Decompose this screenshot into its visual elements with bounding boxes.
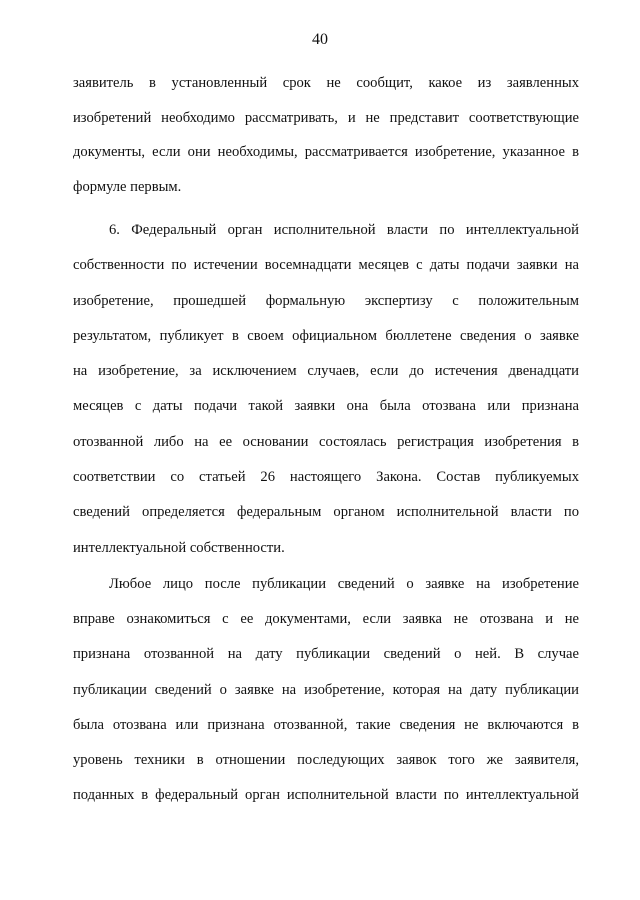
paragraph-public-access bbox=[73, 574, 579, 820]
text-line: соответствии со статьей 26 настоящего Закона. Состав публикуемых bbox=[73, 469, 579, 486]
paragraph-item-6 bbox=[73, 220, 579, 573]
text-line: заявитель в установленный срок не сообщит, какое из заявленных bbox=[73, 75, 579, 91]
text-line: документы, если они необходимы, рассматривается изобретение, указанное в bbox=[73, 144, 579, 161]
text-line: изобретений необходимо рассматривать, и не представит соответствующие bbox=[73, 109, 579, 126]
text-line: признана отозванной на дату публикации сведений о ней. В случае bbox=[73, 646, 579, 663]
page-number: 40 bbox=[312, 31, 328, 48]
text-line: поданных в федеральный орган исполнительной власти по интеллектуальной bbox=[73, 787, 579, 804]
text-line: формуле первым. bbox=[73, 179, 182, 196]
text-line: была отозвана или признана отозванной, такие сведения не включаются в bbox=[73, 716, 579, 733]
text-line: на изобретение, за исключением случаев, если до истечения двенадцати bbox=[73, 363, 579, 380]
text-line: публикации сведений о заявке на изобретение, которая на дату публикации bbox=[73, 681, 579, 698]
text-line: изобретение, прошедшей формальную экспертизу с положительным bbox=[73, 292, 579, 309]
text-line: отозванной либо на ее основании состоялась регистрация изобретения в bbox=[73, 433, 579, 450]
text-line: 6. Федеральный орган исполнительной власти по интеллектуальной bbox=[109, 222, 579, 238]
text-line: интеллектуальной собственности. bbox=[73, 539, 285, 556]
text-line: вправе ознакомиться с ее документами, если заявка не отозвана и не bbox=[73, 611, 579, 628]
text-line: уровень техники в отношении последующих заявок того же заявителя, bbox=[73, 751, 579, 768]
text-line: сведений определяется федеральным органом исполнительной власти по bbox=[73, 504, 579, 521]
text-line: месяцев с даты подачи такой заявки она была отозвана или признана bbox=[73, 398, 579, 415]
text-line: Любое лицо после публикации сведений о заявке на изобретение bbox=[109, 576, 579, 592]
text-line: собственности по истечении восемнадцати месяцев с даты подачи заявки на bbox=[73, 257, 579, 274]
paragraph-continuation bbox=[73, 73, 579, 212]
text-line: результатом, публикует в своем официальном бюллетене сведения о заявке bbox=[73, 327, 579, 344]
